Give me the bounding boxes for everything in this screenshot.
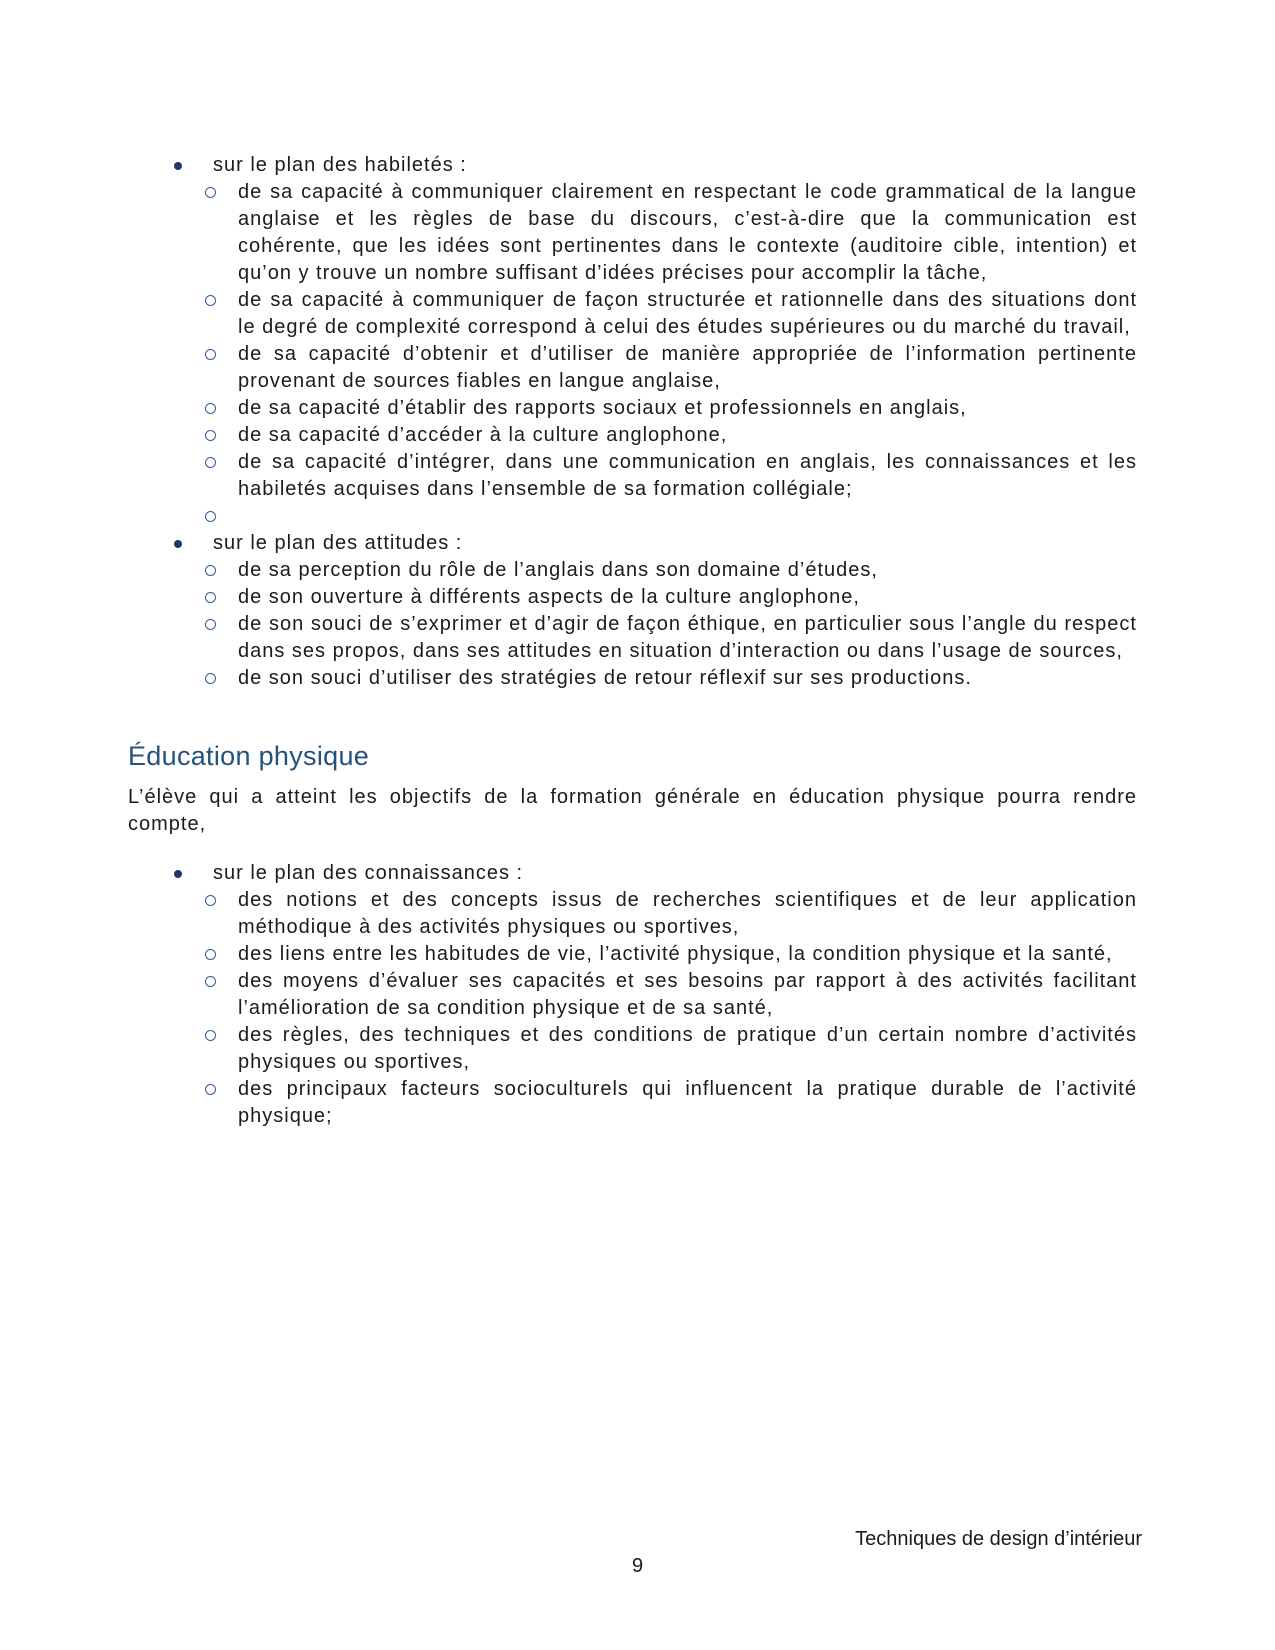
section-habiletes — [128, 152, 1137, 530]
circle-bullet-icon — [205, 187, 216, 198]
list-item-level2 — [128, 179, 1137, 287]
circle-bullet-icon — [205, 349, 216, 360]
list-item-level2 — [128, 968, 1137, 1022]
list-item-level2 — [128, 611, 1137, 665]
footer-program-name: Techniques de design d’intérieur — [855, 1528, 1142, 1550]
list-item-text: des principaux facteurs socioculturels qui influencent la pratique durable de l’activité physique; — [238, 1078, 1137, 1127]
list-item-level2-empty — [128, 503, 1137, 530]
list-item-level2 — [128, 395, 1137, 422]
list-item-level1 — [128, 152, 1137, 179]
list-item-text: des notions et des concepts issus de recherches scientifiques et de leur application méthodique à des activités physiques ou sportives, — [238, 889, 1137, 938]
list-item-text: de sa capacité à communiquer clairement en respectant le code grammatical de la langue anglaise et les règles de base du discours, c’est-à-dire que la communication est cohérente, que les idées sont pertinentes dans le contexte (auditoire cible, intention) et qu’on y trouve un nombre suffisant d’idées précises pour accomplir la tâche, — [238, 181, 1137, 284]
list-item-level2 — [128, 449, 1137, 503]
list-item-level2 — [128, 341, 1137, 395]
list-item-text: des moyens d’évaluer ses capacités et ses besoins par rapport à des activités facilitant l’amélioration de sa condition physique et de sa santé, — [238, 970, 1137, 1019]
circle-bullet-icon — [205, 403, 216, 414]
list-item-level2 — [128, 287, 1137, 341]
list-item-text: de son souci de s’exprimer et d’agir de façon éthique, en particulier sous l’angle du respect dans ses propos, dans ses attitudes en situation d’interaction ou dans l’usage de sources, — [238, 613, 1137, 662]
page-content — [128, 152, 1137, 1130]
circle-bullet-icon — [205, 430, 216, 441]
circle-bullet-icon — [205, 619, 216, 630]
list-item-level2 — [128, 422, 1137, 449]
circle-bullet-icon — [205, 565, 216, 576]
circle-bullet-icon — [205, 949, 216, 960]
list-item-level2 — [128, 557, 1137, 584]
section-connaissances — [128, 860, 1137, 1130]
list-item-text: de sa capacité d’intégrer, dans une communication en anglais, les connaissances et les habiletés acquises dans l’ensemble de sa formation collégiale; — [238, 451, 1137, 500]
circle-bullet-icon — [205, 673, 216, 684]
list-label: sur le plan des habiletés : — [213, 154, 467, 176]
list-item-level2 — [128, 665, 1137, 692]
list-item-level2 — [128, 1022, 1137, 1076]
circle-bullet-icon — [205, 895, 216, 906]
list-item-text: de son ouverture à différents aspects de la culture anglophone, — [238, 586, 860, 608]
list-item-level1 — [128, 530, 1137, 557]
list-item-level2 — [128, 584, 1137, 611]
circle-bullet-icon — [205, 976, 216, 987]
section-heading-education-physique: Éducation physique — [128, 741, 370, 771]
section-attitudes — [128, 530, 1137, 692]
intro-paragraph: L’élève qui a atteint les objectifs de la formation générale en éducation physique pourra rendre compte, — [128, 786, 1137, 835]
page-number: 9 — [631, 1555, 644, 1577]
list-item-text: de son souci d’utiliser des stratégies de retour réflexif sur ses productions. — [238, 667, 972, 689]
list-item-text: de sa capacité d’obtenir et d’utiliser de manière appropriée de l’information pertinente provenant de sources fiables en langue anglaise, — [238, 343, 1137, 392]
bullet-icon — [174, 162, 182, 170]
bullet-icon — [174, 540, 182, 548]
list-item-level2 — [128, 1076, 1137, 1130]
list-item-level2 — [128, 887, 1137, 941]
list-item-level1 — [128, 860, 1137, 887]
circle-bullet-icon — [205, 511, 216, 522]
list-item-text: de sa capacité à communiquer de façon structurée et rationnelle dans des situations dont le degré de complexité correspond à celui des études supérieures ou du marché du travail, — [238, 289, 1137, 338]
circle-bullet-icon — [205, 295, 216, 306]
list-item-text: des règles, des techniques et des conditions de pratique d’un certain nombre d’activités physiques ou sportives, — [238, 1024, 1137, 1073]
list-item-text: des liens entre les habitudes de vie, l’activité physique, la condition physique et la santé, — [238, 943, 1113, 965]
bullet-icon — [174, 870, 182, 878]
list-item-text: de sa perception du rôle de l’anglais dans son domaine d’études, — [238, 559, 878, 581]
list-item-text: de sa capacité d’accéder à la culture anglophone, — [238, 424, 728, 446]
circle-bullet-icon — [205, 1084, 216, 1095]
circle-bullet-icon — [205, 457, 216, 468]
list-label: sur le plan des attitudes : — [213, 532, 463, 554]
circle-bullet-icon — [205, 592, 216, 603]
list-item-text: de sa capacité d’établir des rapports sociaux et professionnels en anglais, — [238, 397, 967, 419]
circle-bullet-icon — [205, 1030, 216, 1041]
list-label: sur le plan des connaissances : — [213, 862, 524, 884]
list-item-level2 — [128, 941, 1137, 968]
